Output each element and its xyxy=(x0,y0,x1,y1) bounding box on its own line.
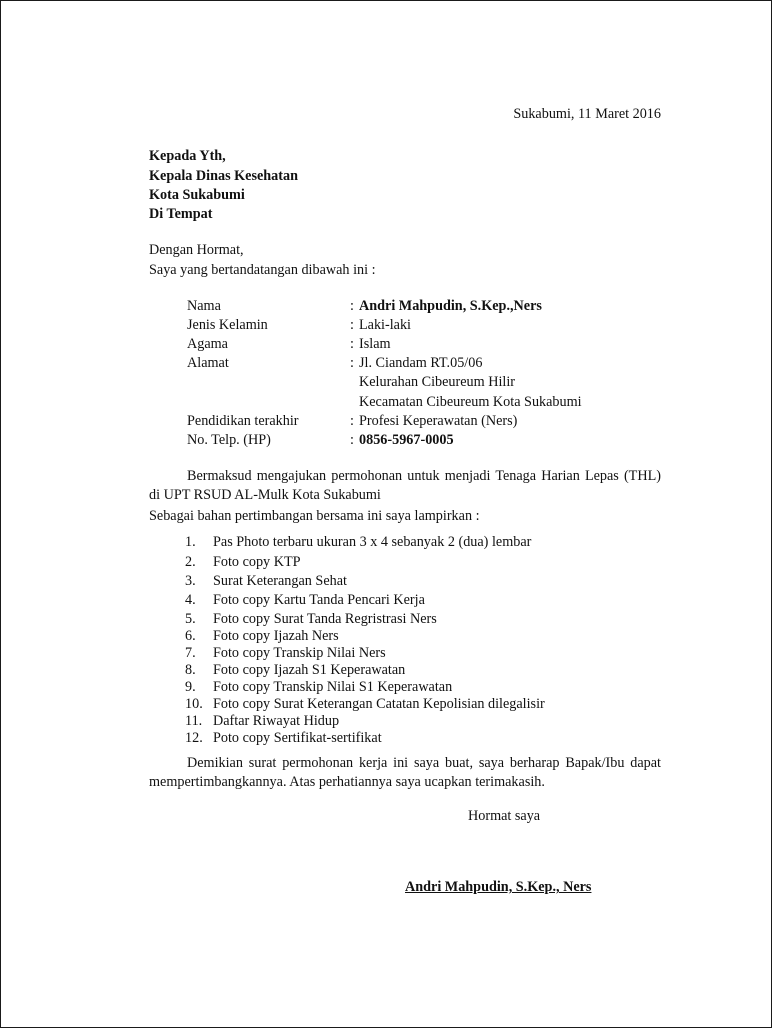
recipient-line-2: Kepala Dinas Kesehatan xyxy=(149,168,298,184)
list-item-number: 1. xyxy=(185,534,196,550)
list-item-number: 12. xyxy=(185,730,203,746)
recipient-line-1: Kepada Yth, xyxy=(149,148,226,164)
address-line-1: Jl. Ciandam RT.05/06 xyxy=(359,355,483,371)
name-value: Andri Mahpudin, S.Kep.,Ners xyxy=(359,298,542,314)
phone-colon: : xyxy=(350,432,354,448)
list-item: Foto copy Surat Tanda Regristrasi Ners xyxy=(213,611,437,627)
list-item: Foto copy Ijazah Ners xyxy=(213,628,339,644)
education-colon: : xyxy=(350,413,354,429)
list-item-number: 4. xyxy=(185,592,196,608)
list-item: Daftar Riwayat Hidup xyxy=(213,713,340,729)
address-line-2: Kelurahan Cibeureum Hilir xyxy=(359,374,516,390)
gender-colon: : xyxy=(350,317,354,333)
signature-name: Andri Mahpudin, S.Kep., Ners xyxy=(405,879,592,895)
list-item: Foto copy Kartu Tanda Pencari Kerja xyxy=(213,592,425,608)
education-value: Profesi Keperawatan (Ners) xyxy=(359,413,518,429)
letter-date: Sukabumi, 11 Maret 2016 xyxy=(513,106,661,122)
gender-value: Laki-laki xyxy=(359,317,411,333)
list-item: Foto copy Ijazah S1 Keperawatan xyxy=(213,662,406,678)
phone-value: 0856-5967-0005 xyxy=(359,432,454,448)
list-item: Foto copy KTP xyxy=(213,554,301,570)
list-item-number: 9. xyxy=(185,679,196,695)
religion-label: Agama xyxy=(187,336,228,352)
closing-paragraph: Demikian surat permohonan kerja ini saya buat, saya berharap Bapak/Ibu dapat mempertimbangkannya. Atas perhatiannya saya ucapkan terimakasih. xyxy=(149,755,661,790)
list-item-number: 6. xyxy=(185,628,196,644)
religion-value: Islam xyxy=(359,336,391,352)
list-item-number: 3. xyxy=(185,573,196,589)
list-item-number: 10. xyxy=(185,696,203,712)
list-item: Pas Photo terbaru ukuran 3 x 4 sebanyak 2 (dua) lembar xyxy=(213,534,532,550)
attachments-intro: Sebagai bahan pertimbangan bersama ini saya lampirkan : xyxy=(149,508,480,524)
list-item-number: 8. xyxy=(185,662,196,678)
list-item: Poto copy Sertifikat-sertifikat xyxy=(213,730,382,746)
recipient-line-3: Kota Sukabumi xyxy=(149,187,245,203)
name-label: Nama xyxy=(187,298,221,314)
greeting: Dengan Hormat, xyxy=(149,242,244,258)
education-label: Pendidikan terakhir xyxy=(187,413,299,429)
address-label: Alamat xyxy=(187,355,229,371)
address-line-3: Kecamatan Cibeureum Kota Sukabumi xyxy=(359,394,582,410)
list-item-number: 11. xyxy=(185,713,203,729)
recipient-line-4: Di Tempat xyxy=(149,206,213,222)
religion-colon: : xyxy=(350,336,354,352)
list-item: Surat Keterangan Sehat xyxy=(213,573,347,589)
gender-label: Jenis Kelamin xyxy=(187,317,268,333)
list-item-number: 5. xyxy=(185,611,196,627)
list-item-number: 2. xyxy=(185,554,196,570)
list-item-number: 7. xyxy=(185,645,196,661)
regards-text: Hormat saya xyxy=(468,808,541,824)
list-item: Foto copy Surat Keterangan Catatan Kepolisian dilegalisir xyxy=(213,696,545,712)
address-colon: : xyxy=(350,355,354,371)
purpose-paragraph: Bermaksud mengajukan permohonan untuk menjadi Tenaga Harian Lepas (THL) di UPT RSUD AL-Mulk Kota Sukabumi xyxy=(149,468,661,503)
phone-label: No. Telp. (HP) xyxy=(187,432,271,448)
intro-text: Saya yang bertandatangan dibawah ini : xyxy=(149,262,376,278)
name-colon: : xyxy=(350,298,354,314)
list-item: Foto copy Transkip Nilai S1 Keperawatan xyxy=(213,679,453,695)
list-item: Foto copy Transkip Nilai Ners xyxy=(213,645,386,661)
